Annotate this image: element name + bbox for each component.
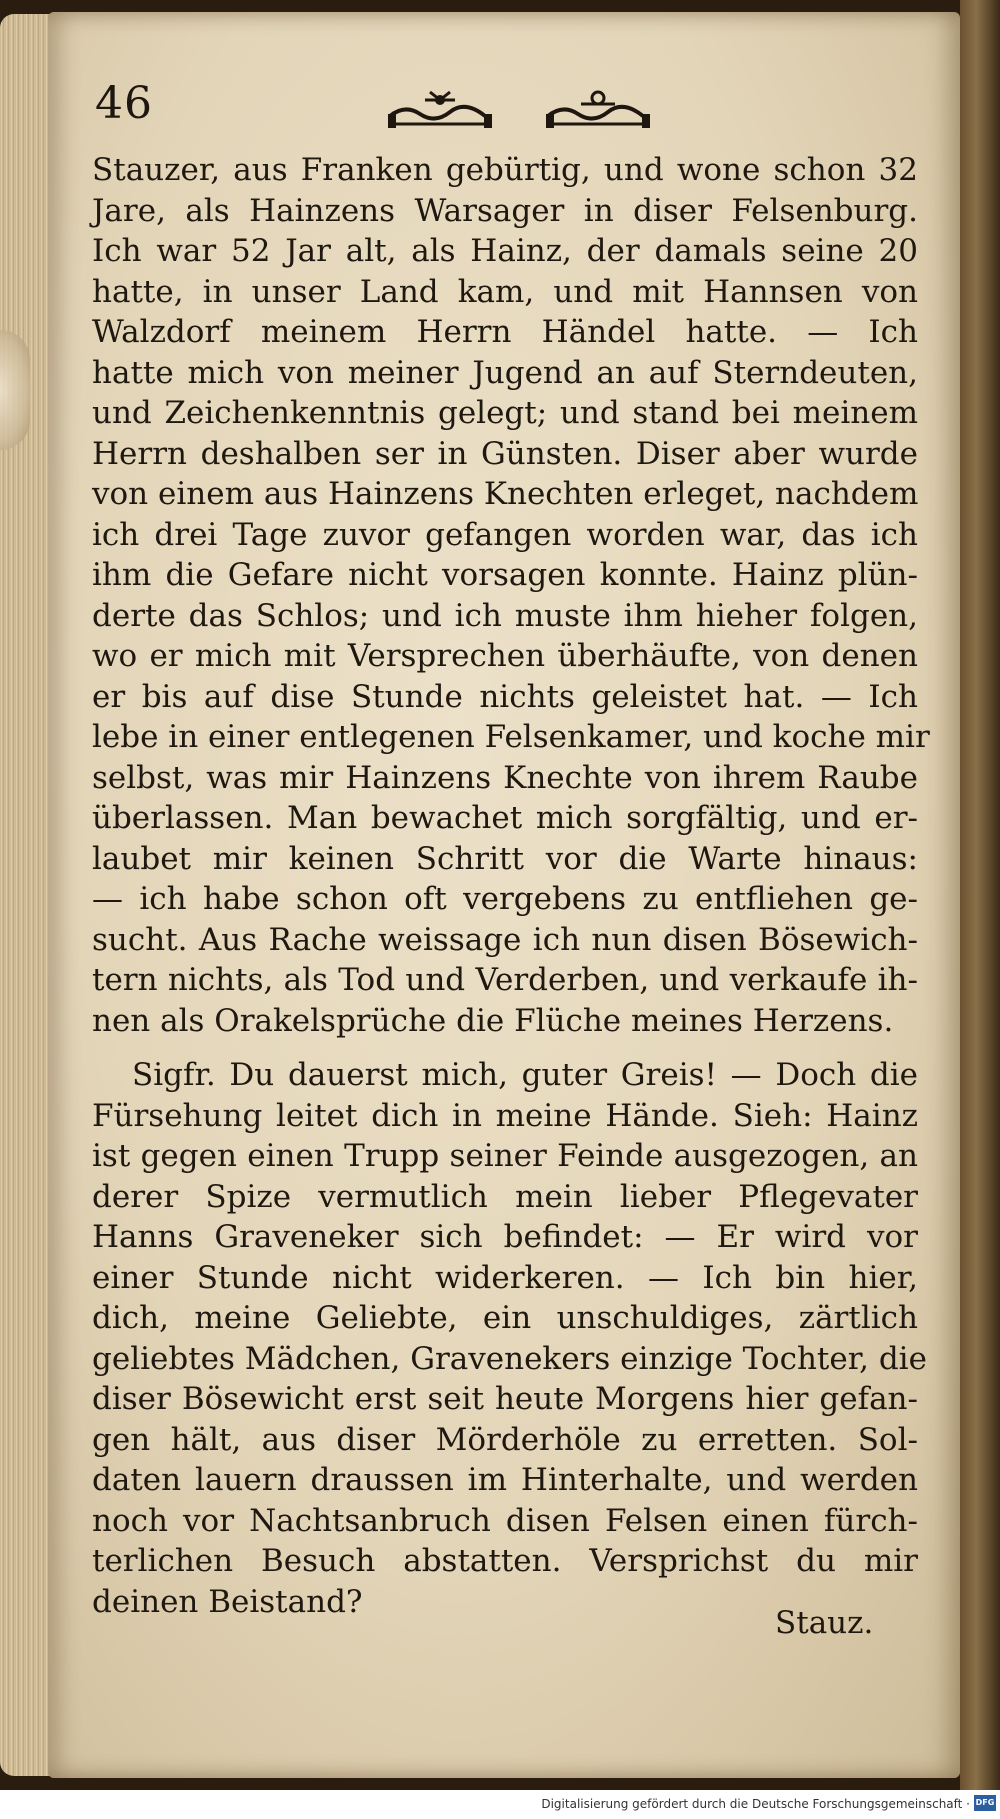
text-line: selbst, was mir Hainzens Knechte von ihrem Raube xyxy=(92,759,918,796)
text-line: Walzdorf meinem Herrn Händel hatte. — Ich xyxy=(92,314,918,350)
body-text xyxy=(92,150,930,1622)
ornament-left-icon xyxy=(385,86,495,136)
text-line: ihm die Gefare nicht vorsagen konnte. Hainz plün- xyxy=(92,557,918,593)
text-line: laubet mir keinen Schritt vor die Warte hinaus: xyxy=(92,840,918,877)
text-line: diser Bösewicht erst seit heute Morgens hier gefan- xyxy=(92,1381,918,1417)
binding-edge xyxy=(960,0,1000,1790)
text-line: tern nichts, als Tod und Verderben, und verkaufe ih- xyxy=(92,962,918,998)
text-line: von einem aus Hainzens Knechten erleget, nachdem xyxy=(92,476,919,512)
text-line: nen als Orakelsprüche die Flüche meines Herzens. xyxy=(92,1002,894,1039)
dfg-logo-icon: DFG xyxy=(974,1795,996,1811)
text-line: ich drei Tage zuvor gefangen worden war, das ich xyxy=(92,516,918,553)
ornament-right-icon xyxy=(543,86,653,136)
text-line: wo er mich mit Versprechen überhäufte, von denen xyxy=(92,638,918,674)
text-line: er bis auf dise Stunde nichts geleistet hat. — Ich xyxy=(92,678,918,715)
text-line: Stauzer, aus Franken gebürtig, und wone schon 32 xyxy=(92,152,918,188)
footer-bar xyxy=(0,1790,1000,1819)
text-line: deinen Beistand? xyxy=(92,1583,363,1620)
page-number: 46 xyxy=(95,78,153,129)
text-line: Ich war 52 Jar alt, als Hainz, der damals seine 20 xyxy=(92,233,918,269)
text-line: noch vor Nachtsanbruch disen Felsen einen fürch- xyxy=(92,1502,918,1539)
text-line: gen hält, aus diser Mörderhöle zu erretten. Sol- xyxy=(92,1421,918,1458)
text-line: Hanns Graveneker sich befindet: — Er wird vor xyxy=(92,1219,918,1255)
catchword: Stauz. xyxy=(775,1605,874,1641)
footer-credit: Digitalisierung gefördert durch die Deutsche Forschungsgemeinschaft · xyxy=(541,1797,970,1811)
text-line: daten lauern draussen im Hinterhalte, und werden xyxy=(92,1462,918,1498)
text-line: hatte mich von meiner Jugend an auf Sterndeuten, xyxy=(92,354,918,391)
page-header xyxy=(95,78,915,138)
text-line: Fürsehung leitet dich in meine Hände. Sieh: Hainz xyxy=(92,1097,918,1134)
text-line: — ich habe schon oft vergebens zu entfliehen ge- xyxy=(92,881,918,917)
text-line: hatte, in unser Land kam, und mit Hannsen von xyxy=(92,273,918,310)
text-line: einer Stunde nicht widerkeren. — Ich bin hier, xyxy=(92,1259,918,1296)
text-line: derer Spize vermutlich mein lieber Pflegevater xyxy=(92,1178,918,1215)
text-line: Herrn deshalben ser in Günsten. Diser aber wurde xyxy=(92,435,918,472)
text-line: terlichen Besuch abstatten. Versprichst du mir xyxy=(92,1543,918,1579)
text-line: Jare, als Hainzens Warsager in diser Felsenburg. xyxy=(92,192,918,229)
text-line: lebe in einer entlegenen Felsenkamer, und koche mir xyxy=(92,719,930,755)
text-line: derte das Schlos; und ich muste ihm hieher folgen, xyxy=(92,597,918,634)
text-line: dich, meine Geliebte, ein unschuldiges, zärtlich xyxy=(92,1300,918,1336)
text-line: sucht. Aus Rache weissage ich nun disen Bösewich- xyxy=(92,921,918,958)
text-line: Sigfr. Du dauerst mich, guter Greis! — Doch die xyxy=(132,1057,918,1093)
text-line: und Zeichenkenntnis gelegt; und stand bei meinem xyxy=(92,395,918,431)
text-line: überlassen. Man bewachet mich sorgfältig, und er- xyxy=(92,800,918,836)
text-line: ist gegen einen Trupp seiner Feinde ausgezogen, an xyxy=(92,1138,918,1174)
text-line: geliebtes Mädchen, Gravenekers einzige Tochter, die xyxy=(92,1340,927,1377)
clasp-shadow xyxy=(0,330,30,450)
